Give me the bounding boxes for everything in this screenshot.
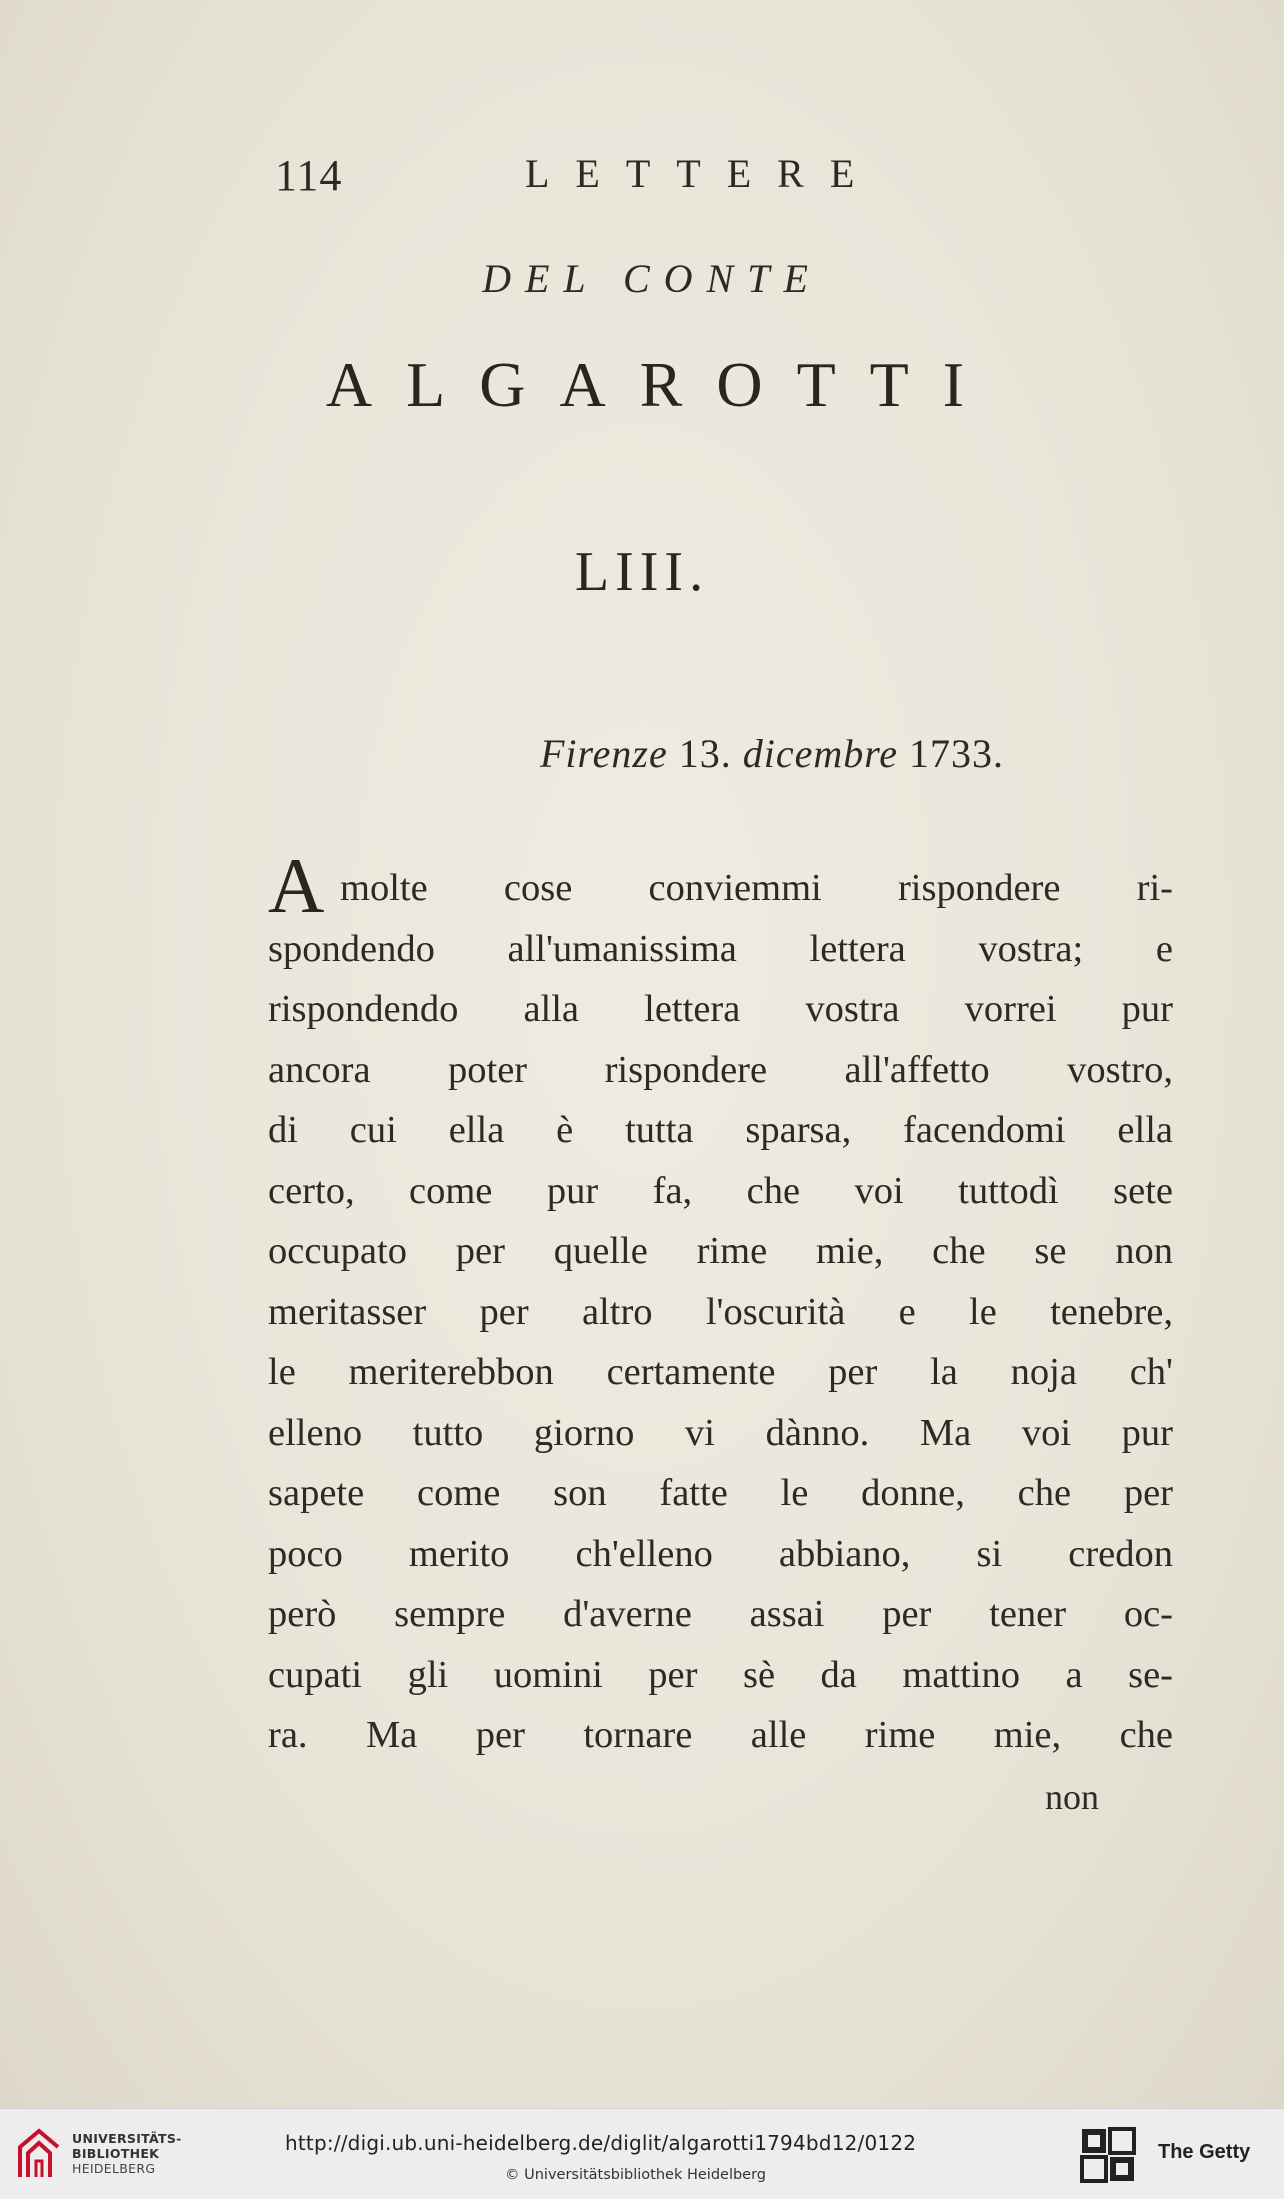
dateline (540, 730, 1140, 777)
text-line: certo, come pur fa, che voi tuttodì sete (268, 1169, 1173, 1212)
copyright-notice: © Universitätsbibliothek Heidelberg (505, 2167, 767, 2183)
author-name: ALGAROTTI (325, 349, 999, 420)
text-line: però sempre d'averne assai per tener oc- (268, 1593, 1173, 1635)
text-line: le meriterebbon certamente per la noja ch' (268, 1351, 1173, 1393)
getty-logo-icon (1080, 2127, 1136, 2183)
library-name (72, 2131, 182, 2176)
text-line: cupati gli uomini per sè da mattino a se- (268, 1653, 1173, 1696)
library-name-line1: UNIVERSITÄTS- (72, 2131, 182, 2146)
permalink-url[interactable]: http://digi.ub.uni-heidelberg.de/diglit/algarotti1794bd12/0122 (285, 2131, 917, 2155)
drop-cap: A (268, 842, 325, 929)
running-head: LETTERE (525, 151, 881, 196)
page-number: 114 (275, 151, 343, 200)
letter-body (268, 842, 1173, 1766)
text-line: meritasser per altro l'oscurità e le tenebre, (268, 1290, 1173, 1333)
text-line: di cui ella è tutta sparsa, facendomi ella (268, 1109, 1173, 1151)
dateline-place: Firenze (540, 731, 668, 776)
text-line: poco merito ch'elleno abbiano, si credon (268, 1532, 1173, 1575)
text-line: elleno tutto giorno vi dànno. Ma voi pur (268, 1411, 1173, 1454)
catchword: non (1045, 1777, 1099, 1817)
text-line (268, 842, 1173, 929)
library-name-line3: HEIDELBERG (72, 2161, 156, 2176)
library-name-line2: BIBLIOTHEK (72, 2146, 160, 2161)
dateline-month: dicembre (742, 731, 899, 776)
partner-name: The Getty (1158, 2141, 1251, 2163)
text-line: ra. Ma per tornare alle rime mie, che (268, 1714, 1173, 1756)
text-line: ancora poter rispondere all'affetto vostro, (268, 1048, 1173, 1091)
heidelberg-ub-logo-icon (14, 2125, 64, 2183)
dateline-day: 13. (667, 731, 743, 776)
viewer-footer (0, 2108, 1284, 2199)
text-line: occupato per quelle rime mie, che se non (268, 1230, 1173, 1272)
running-header (275, 150, 935, 200)
text-line: sapete come son fatte le donne, che per (268, 1472, 1173, 1514)
text-line: spondendo all'umanissima lettera vostra; e (268, 927, 1173, 970)
text-line: rispondendo alla lettera vostra vorrei pur (268, 988, 1173, 1030)
first-line-text: molte cose conviemmi rispondere ri- (340, 867, 1173, 909)
subtitle: DEL CONTE (482, 256, 822, 301)
dateline-year: 1733. (898, 731, 1005, 776)
letter-number: LIII. (574, 541, 710, 603)
